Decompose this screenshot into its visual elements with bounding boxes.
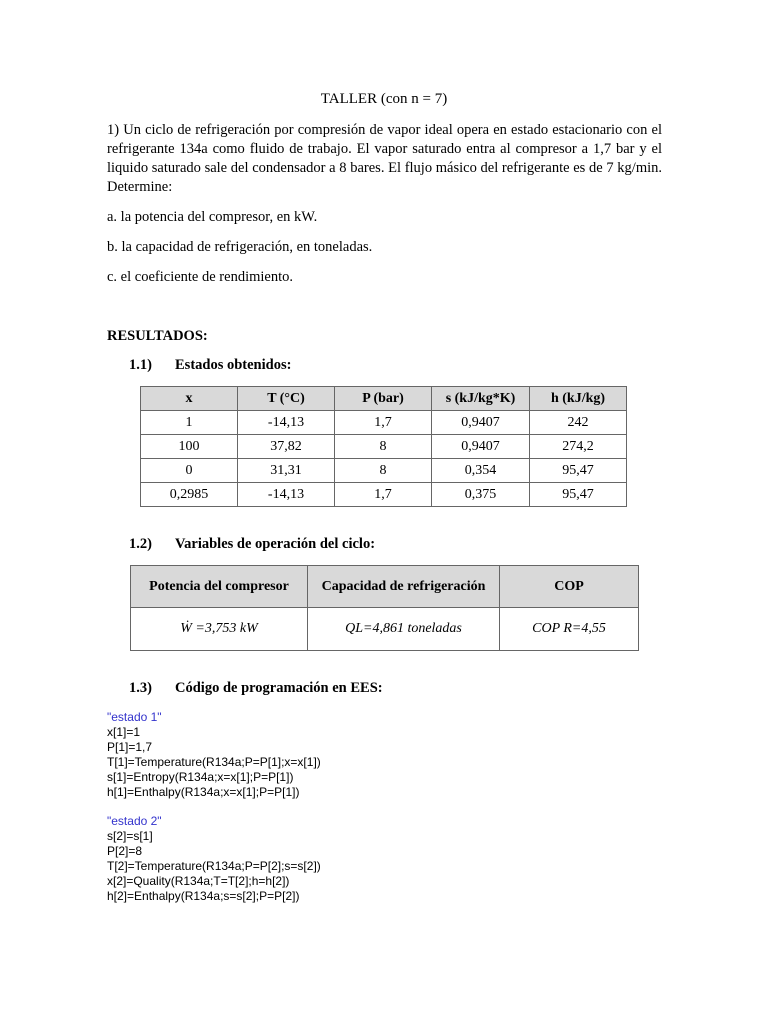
- results-heading: RESULTADOS:: [107, 328, 208, 344]
- table-header-cell: s (kJ/kg*K): [432, 387, 530, 411]
- table-cell: 31,31: [238, 459, 335, 483]
- table-header-cell: P (bar): [335, 387, 432, 411]
- section-title: Variables de operación del ciclo:: [175, 536, 376, 552]
- section-title: Código de programación en EES:: [175, 680, 383, 696]
- code-comment: "estado 2": [107, 814, 162, 828]
- table-cell: 0: [141, 459, 238, 483]
- table-cell: 242: [530, 411, 627, 435]
- section-title: Estados obtenidos:: [175, 357, 292, 373]
- table-cell: 1,7: [335, 483, 432, 507]
- section-number: 1.3): [129, 680, 152, 696]
- section-number: 1.2): [129, 536, 152, 552]
- states-table: [140, 386, 627, 507]
- item-b: b. la capacidad de refrigeración, en toneladas.: [107, 239, 373, 255]
- code-line: T[2]=Temperature(R134a;P=P[2];s=s[2]): [107, 859, 321, 873]
- section-code-heading: [129, 680, 383, 697]
- table-cell: 8: [335, 435, 432, 459]
- code-line: T[1]=Temperature(R134a;P=P[1];x=x[1]): [107, 755, 321, 769]
- table-row: [141, 459, 627, 483]
- document-title: TALLER (con n = 7): [320, 91, 448, 107]
- code-line: s[2]=s[1]: [107, 829, 153, 843]
- table-cell: 37,82: [238, 435, 335, 459]
- table-cell: 0,2985: [141, 483, 238, 507]
- code-line: h[2]=Enthalpy(R134a;s=s[2];P=P[2]): [107, 889, 300, 903]
- table-header-row: [131, 566, 639, 608]
- code-block-estado-1: [107, 710, 321, 800]
- table-cell: 274,2: [530, 435, 627, 459]
- item-c: c. el coeficiente de rendimiento.: [107, 269, 293, 285]
- section-number: 1.1): [129, 357, 152, 373]
- item-a: a. la potencia del compresor, en kW.: [107, 209, 318, 225]
- code-line: s[1]=Entropy(R134a;x=x[1];P=P[1]): [107, 770, 294, 784]
- table-cell: 100: [141, 435, 238, 459]
- operation-table: [130, 565, 639, 651]
- table-cell: 1: [141, 411, 238, 435]
- table-cell: 95,47: [530, 459, 627, 483]
- table-header-cell: COP: [500, 566, 639, 608]
- table-cell: 8: [335, 459, 432, 483]
- table-cell: 0,354: [432, 459, 530, 483]
- code-comment: "estado 1": [107, 710, 162, 724]
- table-cell: 95,47: [530, 483, 627, 507]
- table-cell: 0,375: [432, 483, 530, 507]
- table-header-cell: Potencia del compresor: [131, 566, 308, 608]
- cop-formula: COP R=4,55: [500, 608, 639, 651]
- table-cell: -14,13: [238, 411, 335, 435]
- table-cell: 1,7: [335, 411, 432, 435]
- code-line: P[2]=8: [107, 844, 143, 858]
- table-header-cell: T (°C): [238, 387, 335, 411]
- code-line: x[1]=1: [107, 725, 141, 739]
- table-header-cell: x: [141, 387, 238, 411]
- table-cell: -14,13: [238, 483, 335, 507]
- refrigeration-capacity-formula: QL=4,861 toneladas: [308, 608, 500, 651]
- section-states-heading: [129, 357, 291, 374]
- table-cell: 0,9407: [432, 411, 530, 435]
- problem-statement: 1) Un ciclo de refrigeración por compresión de vapor ideal opera en estado estacionario con el refrigerante 134a como fluido de trabajo. El vapor saturado entra al compresor a 1,7 bar y el liquido saturado sale del condensador a 8 bares. El flujo másico del refrigerante es de 7 kg/min. Determine:: [107, 122, 662, 195]
- table-header-cell: h (kJ/kg): [530, 387, 627, 411]
- table-header-row: [141, 387, 627, 411]
- table-row: [141, 435, 627, 459]
- code-line: h[1]=Enthalpy(R134a;x=x[1];P=P[1]): [107, 785, 300, 799]
- table-row: [141, 483, 627, 507]
- table-cell: 0,9407: [432, 435, 530, 459]
- table-row: [131, 608, 639, 651]
- compressor-power-formula: Ẇ =3,753 kW: [131, 608, 308, 651]
- table-row: [141, 411, 627, 435]
- section-operation-heading: [129, 536, 375, 553]
- table-header-cell: Capacidad de refrigeración: [308, 566, 500, 608]
- code-line: x[2]=Quality(R134a;T=T[2];h=h[2]): [107, 874, 290, 888]
- code-line: P[1]=1,7: [107, 740, 153, 754]
- code-block-estado-2: [107, 814, 321, 904]
